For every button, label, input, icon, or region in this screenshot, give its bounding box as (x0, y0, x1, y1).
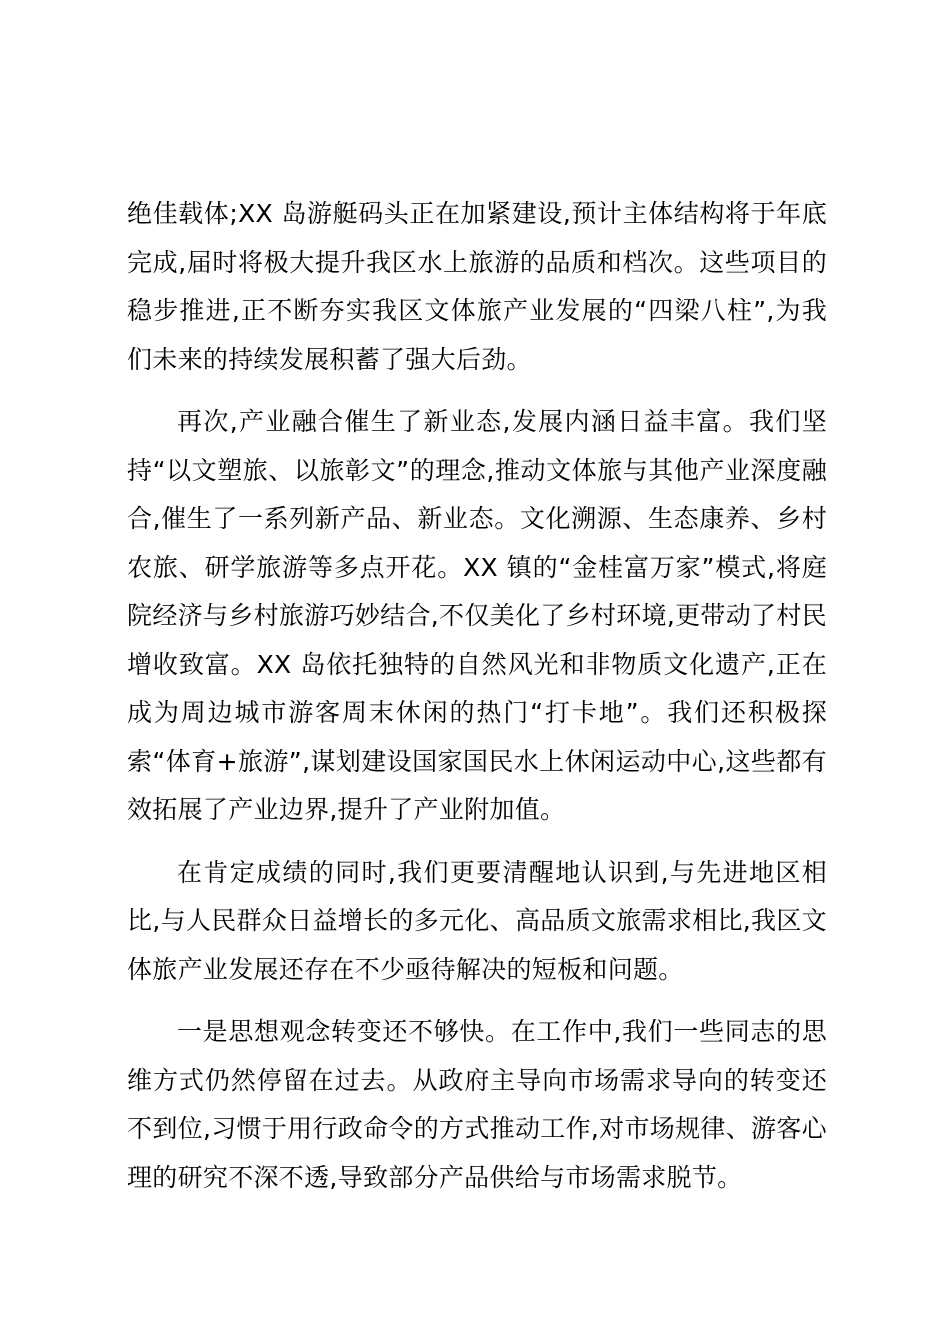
paragraph-3: 在肯定成绩的同时,我们更要清醒地认识到,与先进地区相比,与人民群众日益增长的多元化、高品质文旅需求相比,我区文体旅产业发展还存在不少亟待解决的短板和问题。 (127, 857, 827, 984)
document-body (127, 190, 827, 1216)
paragraph-2: 再次,产业融合催生了新业态,发展内涵日益丰富。我们坚持“以文塑旅、以旅彰文”的理念,推动文体旅与其他产业深度融合,催生了一系列新产品、新业态。文化溯源、生态康养、乡村农旅、研学旅游等多点开花。XX 镇的“金桂富万家”模式,将庭院经济与乡村旅游巧妙结合,不仅美化了乡村环境,更带动了村民增收致富。XX 岛依托独特的自然风光和非物质文化遗产,正在成为周边城市游客周末休闲的热门“打卡地”。我们还积极探索“体育+旅游”,谋划建设国家国民水上休闲运动中心,这些都有效拓展了产业边界,提升了产业附加值。 (127, 407, 827, 824)
paragraph-4: 一是思想观念转变还不够快。在工作中,我们一些同志的思维方式仍然停留在过去。从政府主导向市场需求导向的转变还不到位,习惯于用行政命令的方式推动工作,对市场规律、游客心理的研究不深不透,导致部分产品供给与市场需求脱节。 (127, 1017, 827, 1192)
paragraph-1: 绝佳载体;XX 岛游艇码头正在加紧建设,预计主体结构将于年底完成,届时将极大提升我区水上旅游的品质和档次。这些项目的稳步推进,正不断夯实我区文体旅产业发展的“四梁八柱”,为我们未来的持续发展积蓄了强大后劲。 (127, 199, 827, 374)
